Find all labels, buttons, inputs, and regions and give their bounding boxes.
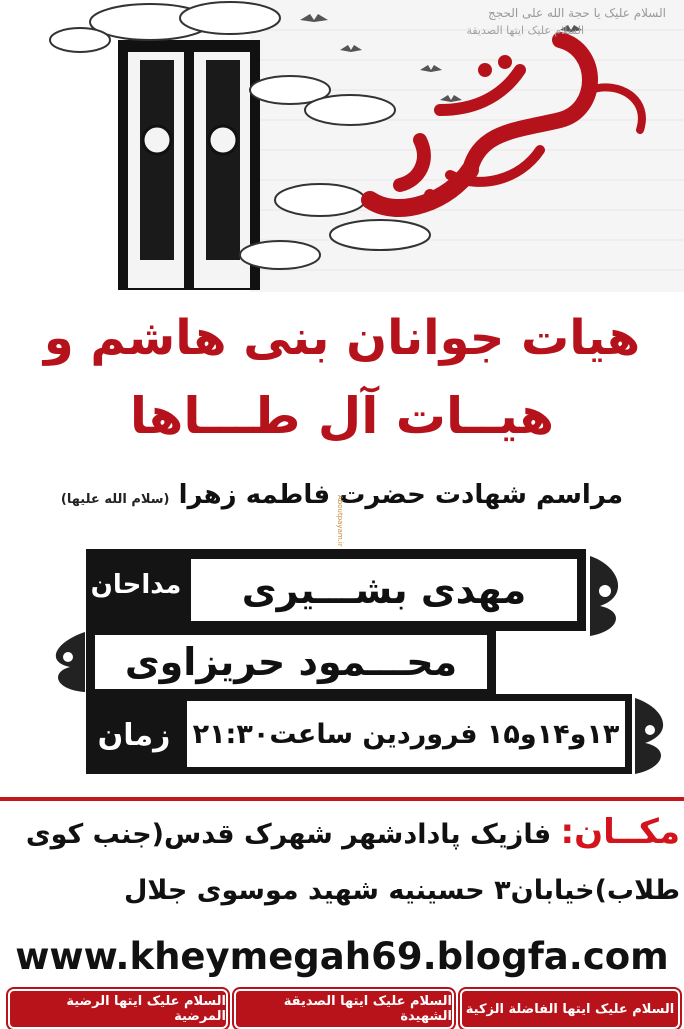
footer-banner-text-3: السلام علیک ایتها الرضیة المرضیة <box>66 994 226 1024</box>
hero-illustration <box>0 0 684 292</box>
footer-banner-1 <box>8 989 228 1029</box>
location-block <box>8 804 680 919</box>
footer-banner-2 <box>234 989 454 1029</box>
footer-banner-text-2: السلام علیک ایتها الصدیقة الشهیدة <box>283 994 452 1024</box>
singer-2-name: محـــمود حریزاوی <box>124 640 458 684</box>
ceremony-text: مراسم شهادت حضرت فاطمه زهرا <box>178 480 624 510</box>
red-divider <box>0 797 684 801</box>
singer-1-box <box>188 556 580 624</box>
location-text-2: طلاب)خیابان۳ حسینیه شهید موسوی جلال <box>123 875 680 906</box>
website-url: www.kheymegah69.blogfa.com <box>15 935 669 978</box>
title-line-1: هیات جوانان بنی هاشم و <box>43 310 641 366</box>
speakers-label: مداحان <box>90 570 182 600</box>
location-text-1: فازیک پادادشهر شهرک قدس(جنب کوی <box>25 819 552 850</box>
footer-banner-text-1: السلام علیک ایتها الفاضلة الزکیة <box>465 1001 675 1017</box>
location-label: مکــان: <box>560 812 680 852</box>
footer-banner-3 <box>460 989 680 1029</box>
singer-2-box <box>92 632 490 692</box>
title-line-2: هیــات آل طـــاها <box>129 387 555 445</box>
location-line-1 <box>8 804 680 863</box>
time-value: ۱۳و۱۴و۱۵ فروردین ساعت۲۱:۳۰ <box>192 718 620 750</box>
ornament-left-icon <box>40 632 90 692</box>
time-box <box>184 698 628 770</box>
ornament-right-icon <box>580 556 630 636</box>
hero-artwork <box>0 0 684 292</box>
time-label: زمان <box>97 718 171 753</box>
hero-top-text-1: السلام علیک یا حجة الله علی الحجج <box>487 6 666 20</box>
hero-top-text-2: السلام علیک ایتها الصدیقة <box>466 24 584 37</box>
watermark: Aboutpayam.ir <box>336 495 344 547</box>
ornament-time-icon <box>630 698 680 774</box>
singer-1-name: مهدی بشـــیری <box>241 568 527 612</box>
ceremony-suffix: (سلام الله علیها) <box>60 492 170 507</box>
